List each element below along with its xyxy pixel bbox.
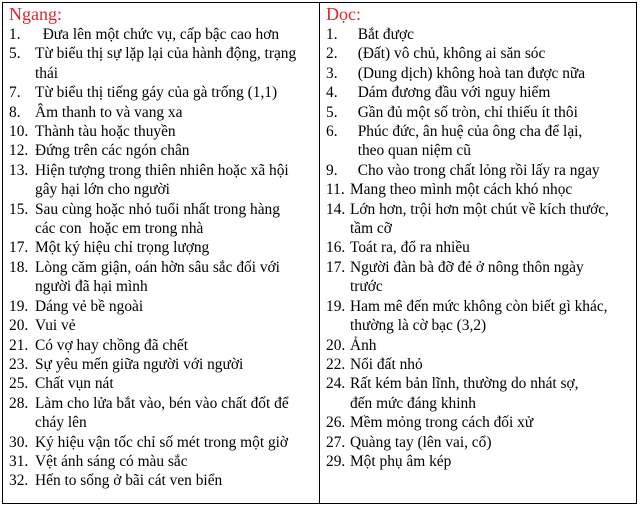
across-clue-text: Vệt ánh sáng có màu sắc: [35, 452, 188, 470]
across-clue-number: 30.: [9, 433, 29, 451]
down-clue-line: [326, 25, 632, 44]
down-clue-line: [326, 394, 632, 413]
across-clue-number: 31.: [9, 452, 29, 470]
across-clue-line: [9, 103, 309, 122]
across-clue-line: [9, 238, 309, 257]
across-clue-text: thái: [35, 64, 59, 82]
across-clue-text: Sự yêu mến giữa người với người: [35, 355, 244, 373]
across-clue-line: [9, 336, 309, 355]
across-header: Ngang:: [9, 4, 62, 24]
down-clue-number: 17.: [326, 258, 346, 276]
across-clue-text: Một ký hiệu chỉ trọng lượng: [35, 239, 210, 257]
down-clue-number: 14.: [326, 200, 346, 218]
across-clue-text: các con hoặc em trong nhà: [35, 220, 204, 238]
across-clue-line: [9, 122, 309, 141]
down-clue-number: 27.: [326, 433, 346, 451]
down-clue-text: Mềm mỏng trong cách đối xử: [350, 414, 534, 432]
across-clue-text: Dáng vẻ bề ngoài: [35, 297, 144, 315]
down-clue-number: 22.: [326, 355, 346, 373]
across-clue-number: [9, 64, 35, 83]
down-clue-text: (Đất) vô chủ, không ai săn sóc: [350, 45, 546, 63]
down-clue-text: Nổi đất nhỏ: [350, 355, 423, 373]
down-clue-number: 6.: [326, 123, 338, 141]
across-clue-text: Có vợ hay chồng đã chết: [35, 336, 189, 354]
across-clue-number: 18.: [9, 258, 29, 276]
down-clue-number: 4.: [326, 84, 338, 102]
down-clue-line: [326, 238, 632, 257]
across-clue-text: Từ biểu thị sự lặp lại của hành động, trạng: [35, 45, 297, 63]
down-clue-number: [326, 277, 350, 296]
down-clue-text: Ham mê đến mức không còn biết gì khác,: [350, 297, 608, 315]
across-clue-number: [9, 180, 35, 199]
down-clue-text: Phúc đức, ân huệ của ông cha để lại,: [350, 123, 583, 141]
across-clue-line: [9, 25, 309, 44]
across-clue-number: 15.: [9, 200, 29, 218]
down-clue-text: Mang theo mình một cách khó nhọc: [350, 181, 573, 199]
across-clue-number: 7.: [9, 84, 21, 102]
down-column: [320, 3, 636, 503]
down-clue-number: 5.: [326, 103, 338, 121]
across-clue-text: Từ biểu thị tiếng gáy của gà trống (1,1): [35, 84, 278, 102]
across-clue-line: [9, 277, 309, 296]
across-clue-text: Hiện tượng trong thiên nhiên hoặc xã hội: [35, 161, 289, 179]
down-clue-number: 1.: [326, 26, 338, 43]
across-clue-line: [9, 258, 309, 277]
across-clue-line: [9, 433, 309, 452]
down-header: Dọc:: [326, 4, 361, 24]
crossword-clue-table: [2, 2, 637, 504]
down-clue-number: [326, 141, 350, 160]
down-clue-text: (Dung dịch) không hoà tan được nữa: [350, 64, 586, 82]
down-clue-line: [326, 258, 632, 277]
across-clue-line: [9, 413, 309, 432]
down-clue-line: [326, 297, 632, 316]
across-clue-list: [9, 25, 309, 491]
across-clue-line: [9, 219, 309, 238]
down-clue-text: Rất kém bản lĩnh, thường do nhát sợ,: [350, 375, 579, 393]
down-clue-line: [326, 433, 632, 452]
across-clue-line: [9, 297, 309, 316]
down-clue-line: [326, 122, 632, 141]
across-clue-line: [9, 44, 309, 63]
down-clue-line: [326, 316, 632, 335]
across-clue-text: Thành tàu hoặc thuyền: [35, 123, 176, 141]
across-clue-number: 32.: [9, 472, 29, 490]
across-clue-text: gây hại lớn cho người: [35, 181, 170, 199]
down-clue-number: 3.: [326, 64, 338, 82]
across-clue-number: 23.: [9, 355, 29, 373]
down-clue-text: theo quan niệm cũ: [350, 142, 471, 160]
across-clue-line: [9, 64, 309, 83]
across-clue-number: 8.: [9, 103, 21, 121]
across-clue-line: [9, 471, 309, 490]
down-clue-line: [326, 64, 632, 83]
across-clue-line: [9, 316, 309, 335]
down-clue-text: tầm cỡ: [350, 220, 392, 238]
across-clue-line: [9, 141, 309, 160]
across-clue-text: cháy lên: [35, 414, 87, 432]
across-clue-number: 10.: [9, 123, 29, 141]
down-clue-line: [326, 355, 632, 374]
down-clue-line: [326, 374, 632, 393]
across-clue-line: [9, 161, 309, 180]
across-clue-text: Đưa lên một chức vụ, cấp bậc cao hơn: [35, 26, 280, 43]
down-clue-text: đến mức đáng khinh: [350, 394, 476, 412]
down-clue-line: [326, 161, 632, 180]
across-clue-text: Sau cùng hoặc nhỏ tuổi nhất trong hàng: [35, 200, 280, 218]
down-clue-line: [326, 219, 632, 238]
across-clue-line: [9, 83, 309, 102]
down-clue-number: 29.: [326, 452, 346, 470]
down-clue-text: Bắt được: [350, 26, 414, 43]
down-clue-text: Toát ra, đổ ra nhiều: [350, 239, 470, 257]
across-clue-line: [9, 394, 309, 413]
down-clue-text: thường là cờ bạc (3,2): [350, 317, 487, 335]
across-clue-text: Lòng căm giận, oán hờn sâu sắc đối với: [35, 258, 280, 276]
down-clue-number: 20.: [326, 336, 346, 354]
across-clue-text: Âm thanh to và vang xa: [35, 103, 183, 121]
across-clue-text: Ký hiệu vận tốc chỉ số mét trong một giờ: [35, 433, 289, 451]
across-clue-number: [9, 219, 35, 238]
down-clue-text: Dám đương đầu với nguy hiểm: [350, 84, 551, 102]
down-clue-line: [326, 103, 632, 122]
down-clue-line: [326, 44, 632, 63]
down-clue-number: 16.: [326, 239, 346, 257]
down-clue-line: [326, 452, 632, 471]
down-clue-text: Một phụ âm kép: [350, 452, 452, 470]
across-clue-text: Làm cho lửa bắt vào, bén vào chất đốt để: [35, 394, 289, 412]
across-clue-text: người đã hại mình: [35, 278, 148, 296]
across-clue-line: [9, 180, 309, 199]
down-clue-number: 24.: [326, 375, 346, 393]
down-clue-number: [326, 219, 350, 238]
across-clue-number: 21.: [9, 336, 29, 354]
down-clue-text: Quàng tay (lên vai, cổ): [350, 433, 492, 451]
down-clue-number: 19.: [326, 297, 346, 315]
across-clue-line: [9, 452, 309, 471]
down-clue-text: Ảnh: [350, 336, 377, 354]
down-clue-number: 26.: [326, 414, 346, 432]
down-clue-line: [326, 141, 632, 160]
down-clue-line: [326, 277, 632, 296]
across-clue-number: 5.: [9, 45, 21, 63]
across-clue-number: 19.: [9, 297, 29, 315]
down-clue-line: [326, 200, 632, 219]
down-clue-line: [326, 180, 632, 199]
down-clue-text: Lớn hơn, trội hơn một chút về kích thước,: [350, 200, 609, 218]
across-clue-line: [9, 374, 309, 393]
across-clue-number: 25.: [9, 375, 29, 393]
across-clue-line: [9, 355, 309, 374]
down-clue-line: [326, 336, 632, 355]
across-clue-number: 12.: [9, 142, 29, 160]
across-clue-number: 13.: [9, 161, 29, 179]
across-clue-number: 28.: [9, 394, 29, 412]
down-clue-number: [326, 316, 350, 335]
down-clue-list: [326, 25, 632, 471]
down-clue-text: Gần đủ một số tròn, chỉ thiếu ít thôi: [350, 103, 578, 121]
down-clue-text: trước: [350, 278, 383, 296]
across-clue-text: Chất vụn nát: [35, 375, 114, 393]
across-clue-number: 1.: [9, 26, 21, 43]
across-clue-text: Vui vẻ: [35, 317, 76, 335]
down-clue-line: [326, 83, 632, 102]
down-clue-number: 9.: [326, 161, 338, 179]
across-clue-text: Đứng trên các ngón chân: [35, 142, 190, 160]
across-clue-number: [9, 277, 35, 296]
down-clue-number: 2.: [326, 45, 338, 63]
across-clue-line: [9, 200, 309, 219]
across-clue-number: 20.: [9, 317, 29, 335]
across-clue-text: Hến to sống ở bãi cát ven biển: [35, 472, 223, 490]
down-clue-number: 11.: [326, 181, 345, 199]
down-clue-text: Người đàn bà đỡ đẻ ở nông thôn ngày: [350, 258, 584, 276]
across-clue-number: [9, 413, 35, 432]
down-clue-text: Cho vào trong chất lỏng rồi lấy ra ngay: [350, 161, 600, 179]
across-column: [3, 3, 320, 503]
across-clue-number: 17.: [9, 239, 29, 257]
down-clue-line: [326, 413, 632, 432]
down-clue-number: [326, 394, 350, 413]
